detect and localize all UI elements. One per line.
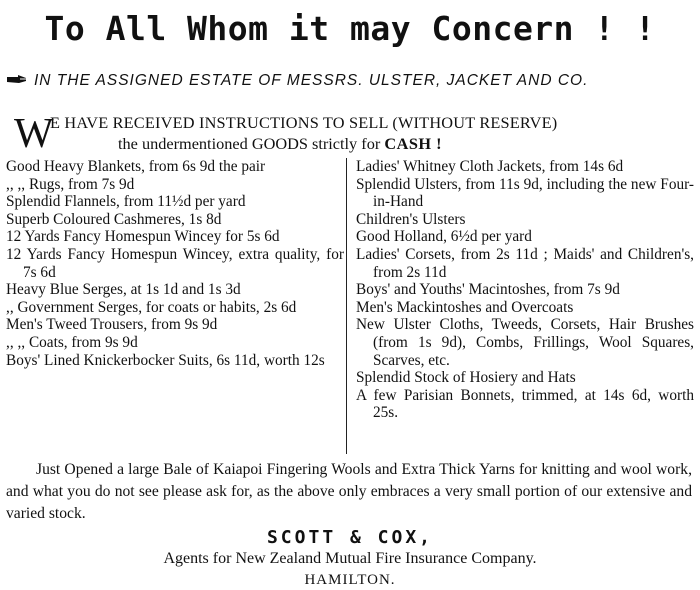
list-item: Men's Tweed Trousers, from 9s 9d xyxy=(6,316,218,334)
list-item: New Ulster Cloths, Tweeds, Corsets, Hair Brushes (from 1s 9d), Combs, Frillings, Wool Squares, Scarves, etc. xyxy=(356,316,694,369)
list-item: Splendid Ulsters, from 11s 9d, including the new Four-in-Hand xyxy=(356,175,694,211)
goods-column-right xyxy=(356,158,694,422)
list-item: A few Parisian Bonnets, trimmed, at 14s 6d, worth 25s. xyxy=(356,386,694,422)
drop-cap: W xyxy=(14,111,54,157)
agents-line: Agents for New Zealand Mutual Fire Insurance Company. xyxy=(163,550,537,567)
column-divider xyxy=(346,158,347,454)
intro-line-2 xyxy=(118,133,442,155)
list-item: Ladies' Whitney Cloth Jackets, from 14s 6d xyxy=(356,158,624,175)
list-item: ,, ,, Rugs, from 7s 9d xyxy=(6,175,135,193)
list-item: Boys' and Youths' Macintoshes, from 7s 9d xyxy=(356,281,620,299)
town-name: HAMILTON. xyxy=(304,572,396,588)
list-item: Good Heavy Blankets, from 6s 9d the pair xyxy=(6,158,266,175)
intro-line-2-text: the undermentioned GOODS strictly for xyxy=(118,134,381,153)
cash-emphasis: CASH ! xyxy=(384,134,443,153)
merchant-signature: SCOTT & COX, xyxy=(266,527,434,548)
estate-notice-line xyxy=(6,68,696,94)
pointing-hand-icon xyxy=(6,68,28,94)
list-item: Boys' Lined Knickerbocker Suits, 6s 11d, worth 12s xyxy=(6,351,325,369)
list-item: ,, ,, Coats, from 9s 9d xyxy=(6,333,138,351)
list-item: Superb Coloured Cashmeres, 1s 8d xyxy=(6,210,222,228)
estate-notice-text: IN THE ASSIGNED ESTATE OF MESSRS. ULSTER, JACKET AND CO. xyxy=(34,72,589,89)
goods-column-left xyxy=(6,158,344,369)
advertisement-headline: To All Whom it may Concern ! ! xyxy=(44,9,656,48)
list-item: Splendid Flannels, from 11½d per yard xyxy=(6,193,246,211)
list-item: Splendid Stock of Hosiery and Hats xyxy=(356,369,576,387)
list-item: 12 Yards Fancy Homespun Wincey for 5s 6d xyxy=(6,228,280,246)
goods-list xyxy=(4,158,696,458)
list-item: Children's Ulsters xyxy=(356,210,466,228)
list-item: 12 Yards Fancy Homespun Wincey, extra quality, for 7s 6d xyxy=(6,245,344,281)
intro-line-1: E HAVE RECEIVED INSTRUCTIONS TO SELL (WITHOUT RESERVE) xyxy=(50,113,558,132)
closing-paragraph: Just Opened a large Bale of Kaiapoi Fingering Wools and Extra Thick Yarns for knitting and wool work, and what you do not see please ask for, as the above only embraces a very small portion of our extensive and varied stock. xyxy=(6,461,692,522)
intro-paragraph xyxy=(6,112,694,156)
list-item: Heavy Blue Serges, at 1s 1d and 1s 3d xyxy=(6,281,241,299)
list-item: ,, Government Serges, for coats or habits, 2s 6d xyxy=(6,298,297,316)
list-item: Men's Mackintoshes and Overcoats xyxy=(356,298,574,316)
list-item: Ladies' Corsets, from 2s 11d ; Maids' and Children's, from 2s 11d xyxy=(356,245,694,281)
list-item: Good Holland, 6½d per yard xyxy=(356,228,532,246)
